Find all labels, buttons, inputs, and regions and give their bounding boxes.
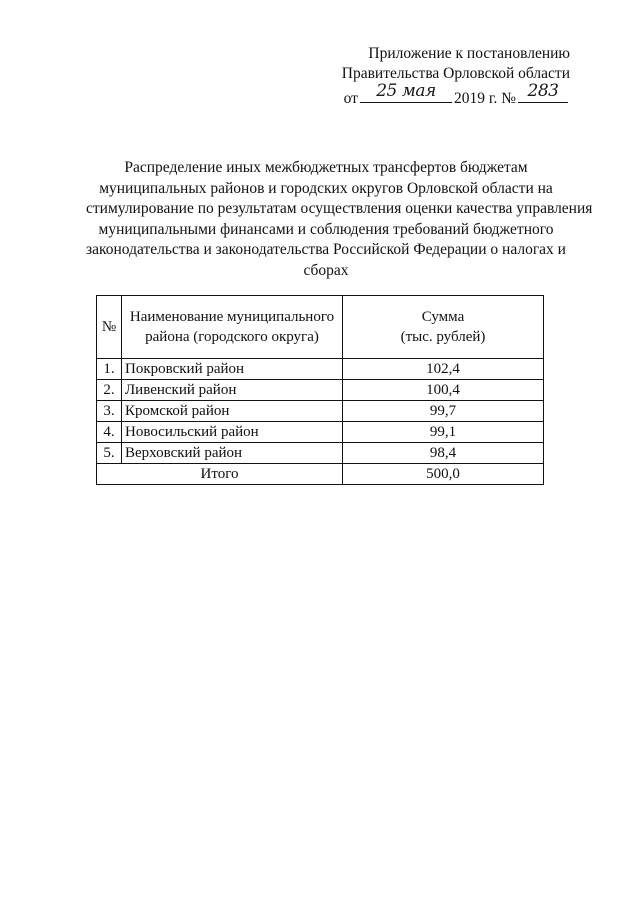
total-label: Итого [97,464,343,485]
title-line: сборах [303,261,349,279]
table-row [97,422,544,443]
row-sum: 99,1 [343,422,544,443]
allocation-table [96,295,544,485]
row-municipality: Верховский район [122,443,343,464]
header-number: № [97,296,122,359]
handwritten-date: 25 мая [376,81,436,101]
year-text: 2019 г. № [453,90,516,107]
row-municipality: Ливенский район [122,380,343,401]
appendix-line-1: Приложение к постановлению [368,45,570,62]
handwritten-number: 283 [527,81,559,101]
table-row [97,380,544,401]
number-blank [518,81,568,103]
table-row [97,359,544,380]
row-number: 4. [97,422,122,443]
row-number: 1. [97,359,122,380]
header-sum [343,296,544,359]
document-title [86,158,593,281]
row-number: 5. [97,443,122,464]
table-row [97,401,544,422]
table-row [97,443,544,464]
row-sum: 100,4 [343,380,544,401]
title-line: законодательства и законодательства Российской Федерации о налогах и [86,241,566,258]
appendix-header [310,44,570,109]
row-sum: 102,4 [343,359,544,380]
title-line: муниципальными финансами и соблюдения требований бюджетного [98,220,554,238]
header-municipality: Наименование муниципального района (городского округа) [122,296,343,359]
row-municipality: Новосильский район [122,422,343,443]
appendix-line-2: Правительства Орловской области [341,65,570,82]
row-sum: 98,4 [343,443,544,464]
total-sum: 500,0 [343,464,544,485]
header-sum-label: Сумма [421,309,465,325]
row-sum: 99,7 [343,401,544,422]
table-header-row [97,296,544,359]
date-blank [360,81,452,103]
row-number: 3. [97,401,122,422]
decree-date-line [310,81,570,109]
header-sum-unit: (тыс. рублей) [400,329,486,345]
title-line: Распределение иных межбюджетных трансфертов бюджетам [124,159,528,176]
row-number: 2. [97,380,122,401]
date-prefix: от [343,90,358,107]
title-line: муниципальных районов и городских округов Орловской области на [99,179,553,197]
row-municipality: Кромской район [122,401,343,422]
row-municipality: Покровский район [122,359,343,380]
table-total-row [97,464,544,485]
title-line: стимулирование по результатам осуществления оценки качества управления [86,200,593,217]
